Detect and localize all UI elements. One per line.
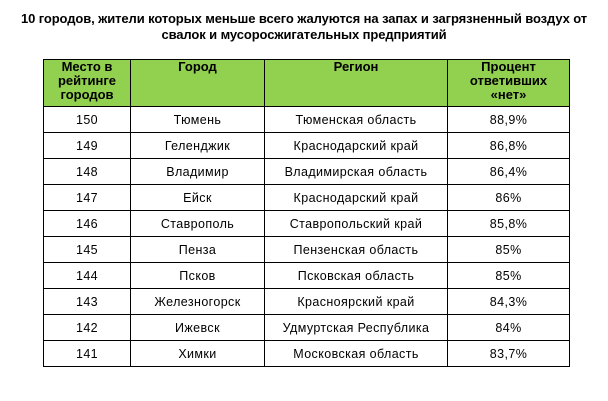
cell-region: Московская область <box>265 341 448 367</box>
title-line-2: свалок и мусоросжигательных предприятий <box>161 27 447 42</box>
cell-city: Ейск <box>131 185 265 211</box>
table-row <box>44 107 570 133</box>
cell-region: Псковская область <box>265 263 448 289</box>
table-row <box>44 289 570 315</box>
cell-rank: 142 <box>44 315 131 341</box>
cell-percent: 85,8% <box>448 211 570 237</box>
cell-region: Ставропольский край <box>265 211 448 237</box>
cell-region: Краснодарский край <box>265 133 448 159</box>
table-row <box>44 211 570 237</box>
page-title <box>0 11 608 43</box>
cell-city: Пенза <box>131 237 265 263</box>
table-row <box>44 185 570 211</box>
cell-city: Химки <box>131 341 265 367</box>
title-line-1: 10 городов, жители которых меньше всего жалуются на запах и загрязненный воздух от <box>20 11 588 26</box>
cell-region: Тюменская область <box>265 107 448 133</box>
cell-rank: 148 <box>44 159 131 185</box>
cell-rank: 150 <box>44 107 131 133</box>
cell-city: Ижевск <box>131 315 265 341</box>
cell-city: Псков <box>131 263 265 289</box>
cell-percent: 86,4% <box>448 159 570 185</box>
cell-rank: 144 <box>44 263 131 289</box>
cell-city: Ставрополь <box>131 211 265 237</box>
cell-percent: 83,7% <box>448 341 570 367</box>
cell-percent: 85% <box>448 237 570 263</box>
cell-rank: 147 <box>44 185 131 211</box>
cell-rank: 146 <box>44 211 131 237</box>
cell-city: Геленджик <box>131 133 265 159</box>
cell-region: Красноярский край <box>265 289 448 315</box>
cell-region: Краснодарский край <box>265 185 448 211</box>
cell-rank: 145 <box>44 237 131 263</box>
cell-region: Пензенская область <box>265 237 448 263</box>
header-percent: Процент ответивших «нет» <box>448 60 570 107</box>
cell-rank: 143 <box>44 289 131 315</box>
cell-region: Удмуртская Республика <box>265 315 448 341</box>
table-header-row <box>44 60 570 107</box>
cell-rank: 149 <box>44 133 131 159</box>
cell-city: Владимир <box>131 159 265 185</box>
table-row <box>44 159 570 185</box>
city-rating-table <box>43 59 570 367</box>
table-row <box>44 341 570 367</box>
cell-percent: 88,9% <box>448 107 570 133</box>
cell-region: Владимирская область <box>265 159 448 185</box>
header-city: Город <box>131 60 265 107</box>
cell-percent: 86% <box>448 185 570 211</box>
table-row <box>44 315 570 341</box>
cell-rank: 141 <box>44 341 131 367</box>
cell-city: Железногорск <box>131 289 265 315</box>
cell-city: Тюмень <box>131 107 265 133</box>
cell-percent: 86,8% <box>448 133 570 159</box>
header-rank: Место в рейтинге городов <box>44 60 131 107</box>
cell-percent: 84% <box>448 315 570 341</box>
table-row <box>44 133 570 159</box>
cell-percent: 85% <box>448 263 570 289</box>
cell-percent: 84,3% <box>448 289 570 315</box>
table-row <box>44 237 570 263</box>
table-row <box>44 263 570 289</box>
header-region: Регион <box>265 60 448 107</box>
